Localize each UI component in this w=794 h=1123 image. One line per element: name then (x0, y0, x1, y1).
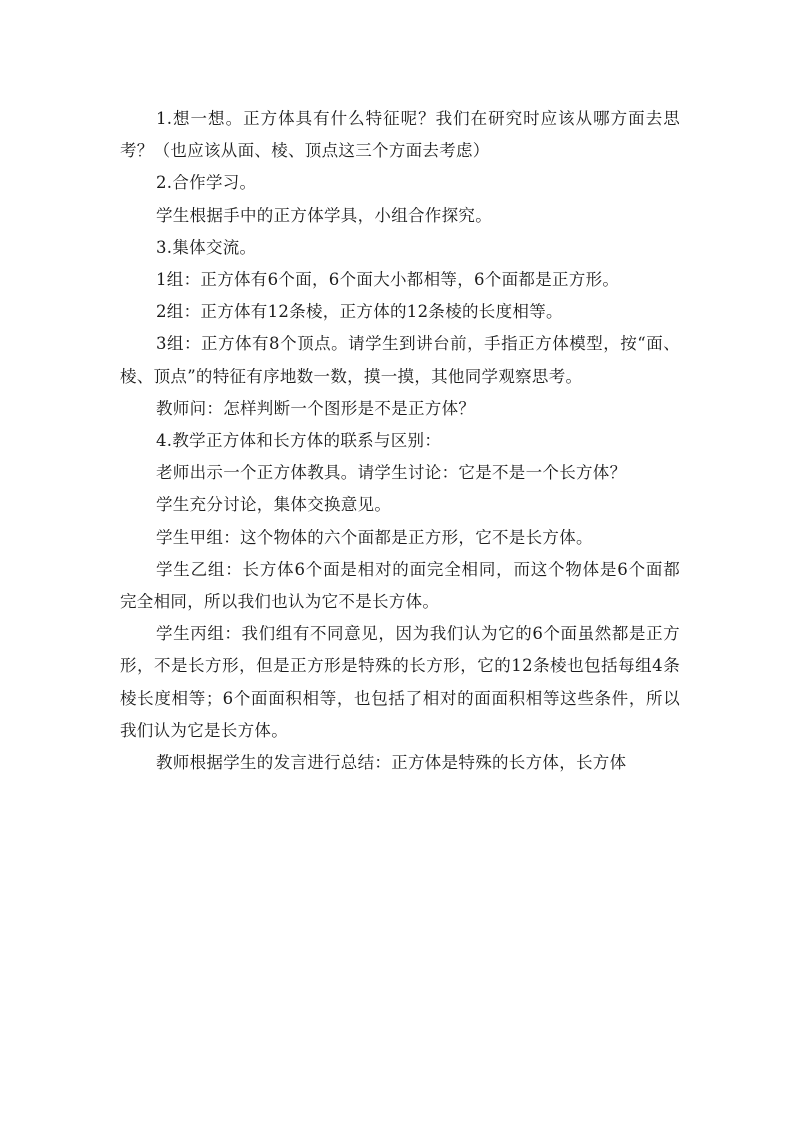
paragraph-think: 1.想一想。正方体具有什么特征呢？我们在研究时应该从哪方面去思考？（也应该从面、棱、顶点这三个方面去考虑） (120, 109, 680, 161)
document-body (120, 103, 680, 779)
paragraph-group-3: 3组：正方体有8个顶点。请学生到讲台前，手指正方体模型，按“面、棱、顶点”的特征有序地数一数，摸一摸，其他同学观察思考。 (120, 334, 680, 386)
paragraph-group-a: 学生甲组：这个物体的六个面都是正方形，它不是长方体。 (156, 527, 593, 547)
paragraph-group-explore: 学生根据手中的正方体学具，小组合作探究。 (156, 205, 492, 225)
paragraph-teacher-shows: 老师出示一个正方体教具。请学生讨论：它是不是一个长方体？ (156, 463, 627, 483)
paragraph-group-1: 1组：正方体有6个面，6个面大小都相等，6个面都是正方形。 (156, 270, 620, 290)
paragraph-students-discuss: 学生充分讨论，集体交换意见。 (156, 495, 392, 515)
paragraph-group-2: 2组：正方体有12条棱，正方体的12条棱的长度相等。 (156, 302, 563, 322)
paragraph-group-c: 学生丙组：我们组有不同意见，因为我们认为它的6个面虽然都是正方形，不是长方形，但是正方形是特殊的长方形，它的12条棱也包括每组4条棱长度相等；6个面面积相等，也包括了相对的面面积相等这些条件，所以我们认为它是长方体。 (120, 624, 680, 740)
paragraph-teach-relation: 4.教学正方体和长方体的联系与区别： (156, 431, 442, 451)
paragraph-collective-exchange: 3.集体交流。 (156, 237, 257, 257)
paragraph-teacher-question: 教师问：怎样判断一个图形是不是正方体？ (156, 398, 476, 418)
paragraph-teacher-summary: 教师根据学生的发言进行总结：正方体是特殊的长方体，长方体 (156, 753, 627, 773)
paragraph-cooperative-learning: 2.合作学习。 (156, 173, 257, 193)
paragraph-group-b: 学生乙组：长方体6个面是相对的面完全相同，而这个物体是6个面都完全相同，所以我们也认为它不是长方体。 (120, 559, 680, 612)
